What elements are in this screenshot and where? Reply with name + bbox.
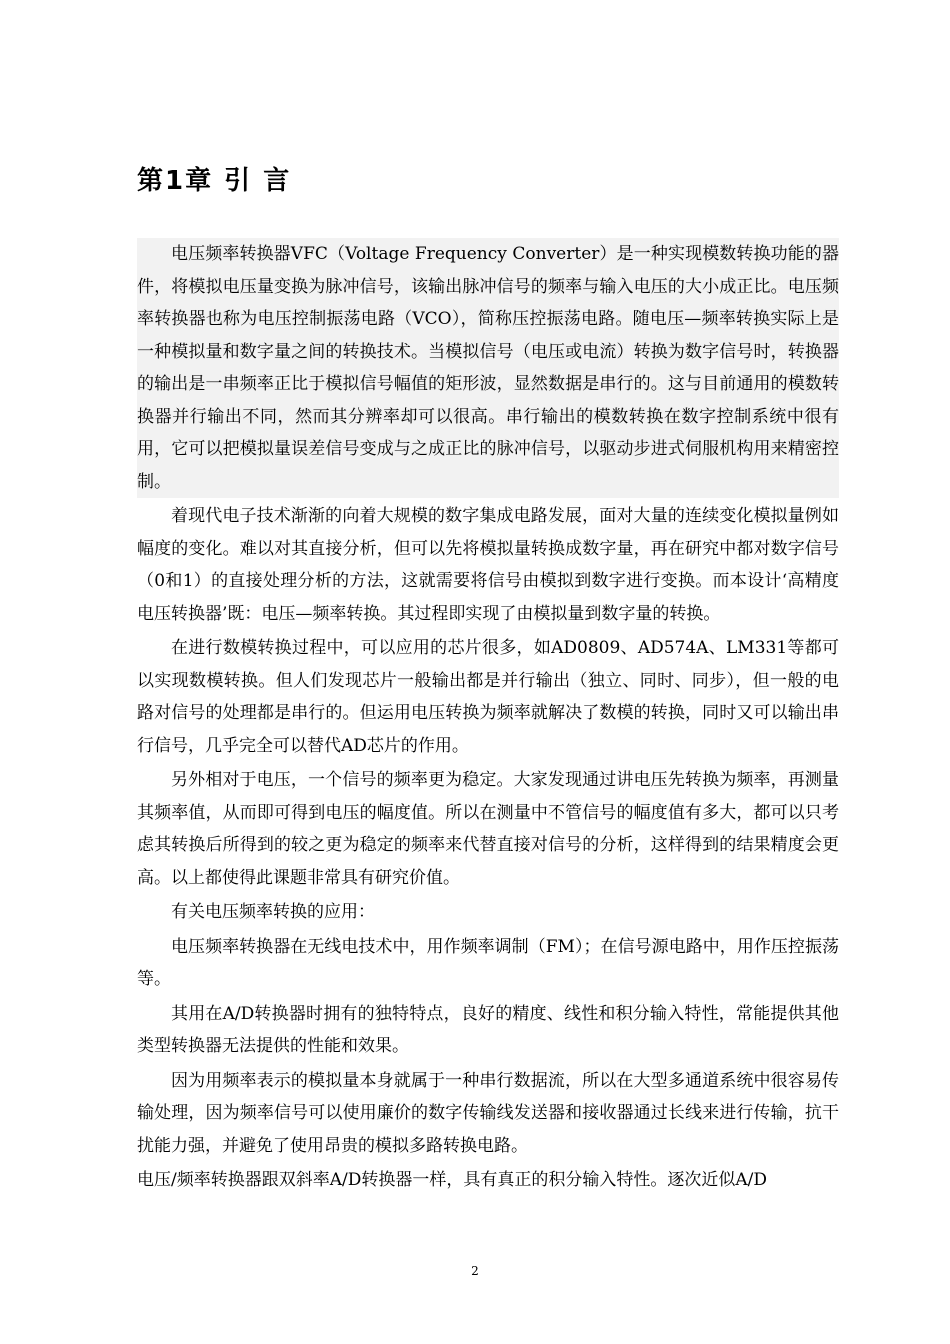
chapter-title: 第1章 引 言 (137, 166, 292, 196)
paragraph-continued: 电压/频率转换器跟双斜率A/D转换器一样，具有真正的积分输入特性。逐次近似A/D (137, 1170, 767, 1190)
body-text (137, 238, 839, 1199)
paragraph: 因为用频率表示的模拟量本身就属于一种串行数据流，所以在大型多通道系统中很容易传输处理，因为频率信号可以使用廉价的数字传输线发送器和接收器通过长线来进行传输，抗干扰能力强，并避免了使用昂贵的模拟多路转换电路。 (137, 1070, 839, 1156)
paragraph: 着现代电子技术渐渐的向着大规模的数字集成电路发展，面对大量的连续变化模拟量例如幅度的变化。难以对其直接分析，但可以先将模拟量转换成数字量，再在研究中都对数字信号（0和1）的直接处理分析的方法，这就需要将信号由模拟到数字进行变换。而本设计‘高精度电压转换器’既：电压—频率转换。其过程即实现了由模拟量到数字量的转换。 (137, 506, 839, 624)
paragraph: 其用在A/D转换器时拥有的独特特点，良好的精度、线性和积分输入特性，常能提供其他类型转换器无法提供的性能和效果。 (137, 1003, 839, 1056)
paragraph: 另外相对于电压，一个信号的频率更为稳定。大家发现通过讲电压先转换为频率，再测量其频率值，从而即可得到电压的幅度值。所以在测量中不管信号的幅度值有多大，都可以只考虑其转换后所得到的较之更为稳定的频率来代替直接对信号的分析，这样得到的结果精度会更高。以上都使得此课题非常具有研究价值。 (137, 770, 839, 888)
page-number: 2 (471, 1264, 479, 1278)
paragraph-intro: 电压频率转换器VFC（Voltage Frequency Converter）是一种实现模数转换功能的器件，将模拟电压量变换为脉冲信号，该输出脉冲信号的频率与输入电压的大小成正比。电压频率转换器也称为电压控制振荡电路（VCO），简称压控振荡电路。随电压—频率转换实际上是一种模拟量和数字量之间的转换技术。当模拟信号（电压或电流）转换为数字信号时，转换器的输出是一串频率正比于模拟信号幅值的矩形波，显然数据是串行的。这与目前通用的模数转换器并行输出不同，然而其分辨率却可以很高。串行输出的模数转换在数字控制系统中很有用，它可以把模拟量误差信号变成与之成正比的脉冲信号，以驱动步进式伺服机构用来精密控制。 (137, 238, 839, 498)
paragraph: 有关电压频率转换的应用： (171, 902, 375, 922)
paragraph: 电压频率转换器在无线电技术中，用作频率调制（FM）；在信号源电路中，用作压控振荡等。 (137, 936, 839, 989)
paragraph: 在进行数模转换过程中，可以应用的芯片很多，如AD0809、AD574A、LM331等都可以实现数模转换。但人们发现芯片一般输出都是并行输出（独立、同时、同步），但一般的电路对信号的处理都是串行的。但运用电压转换为频率就解决了数模的转换，同时又可以输出串行信号，几乎完全可以替代AD芯片的作用。 (137, 638, 839, 756)
